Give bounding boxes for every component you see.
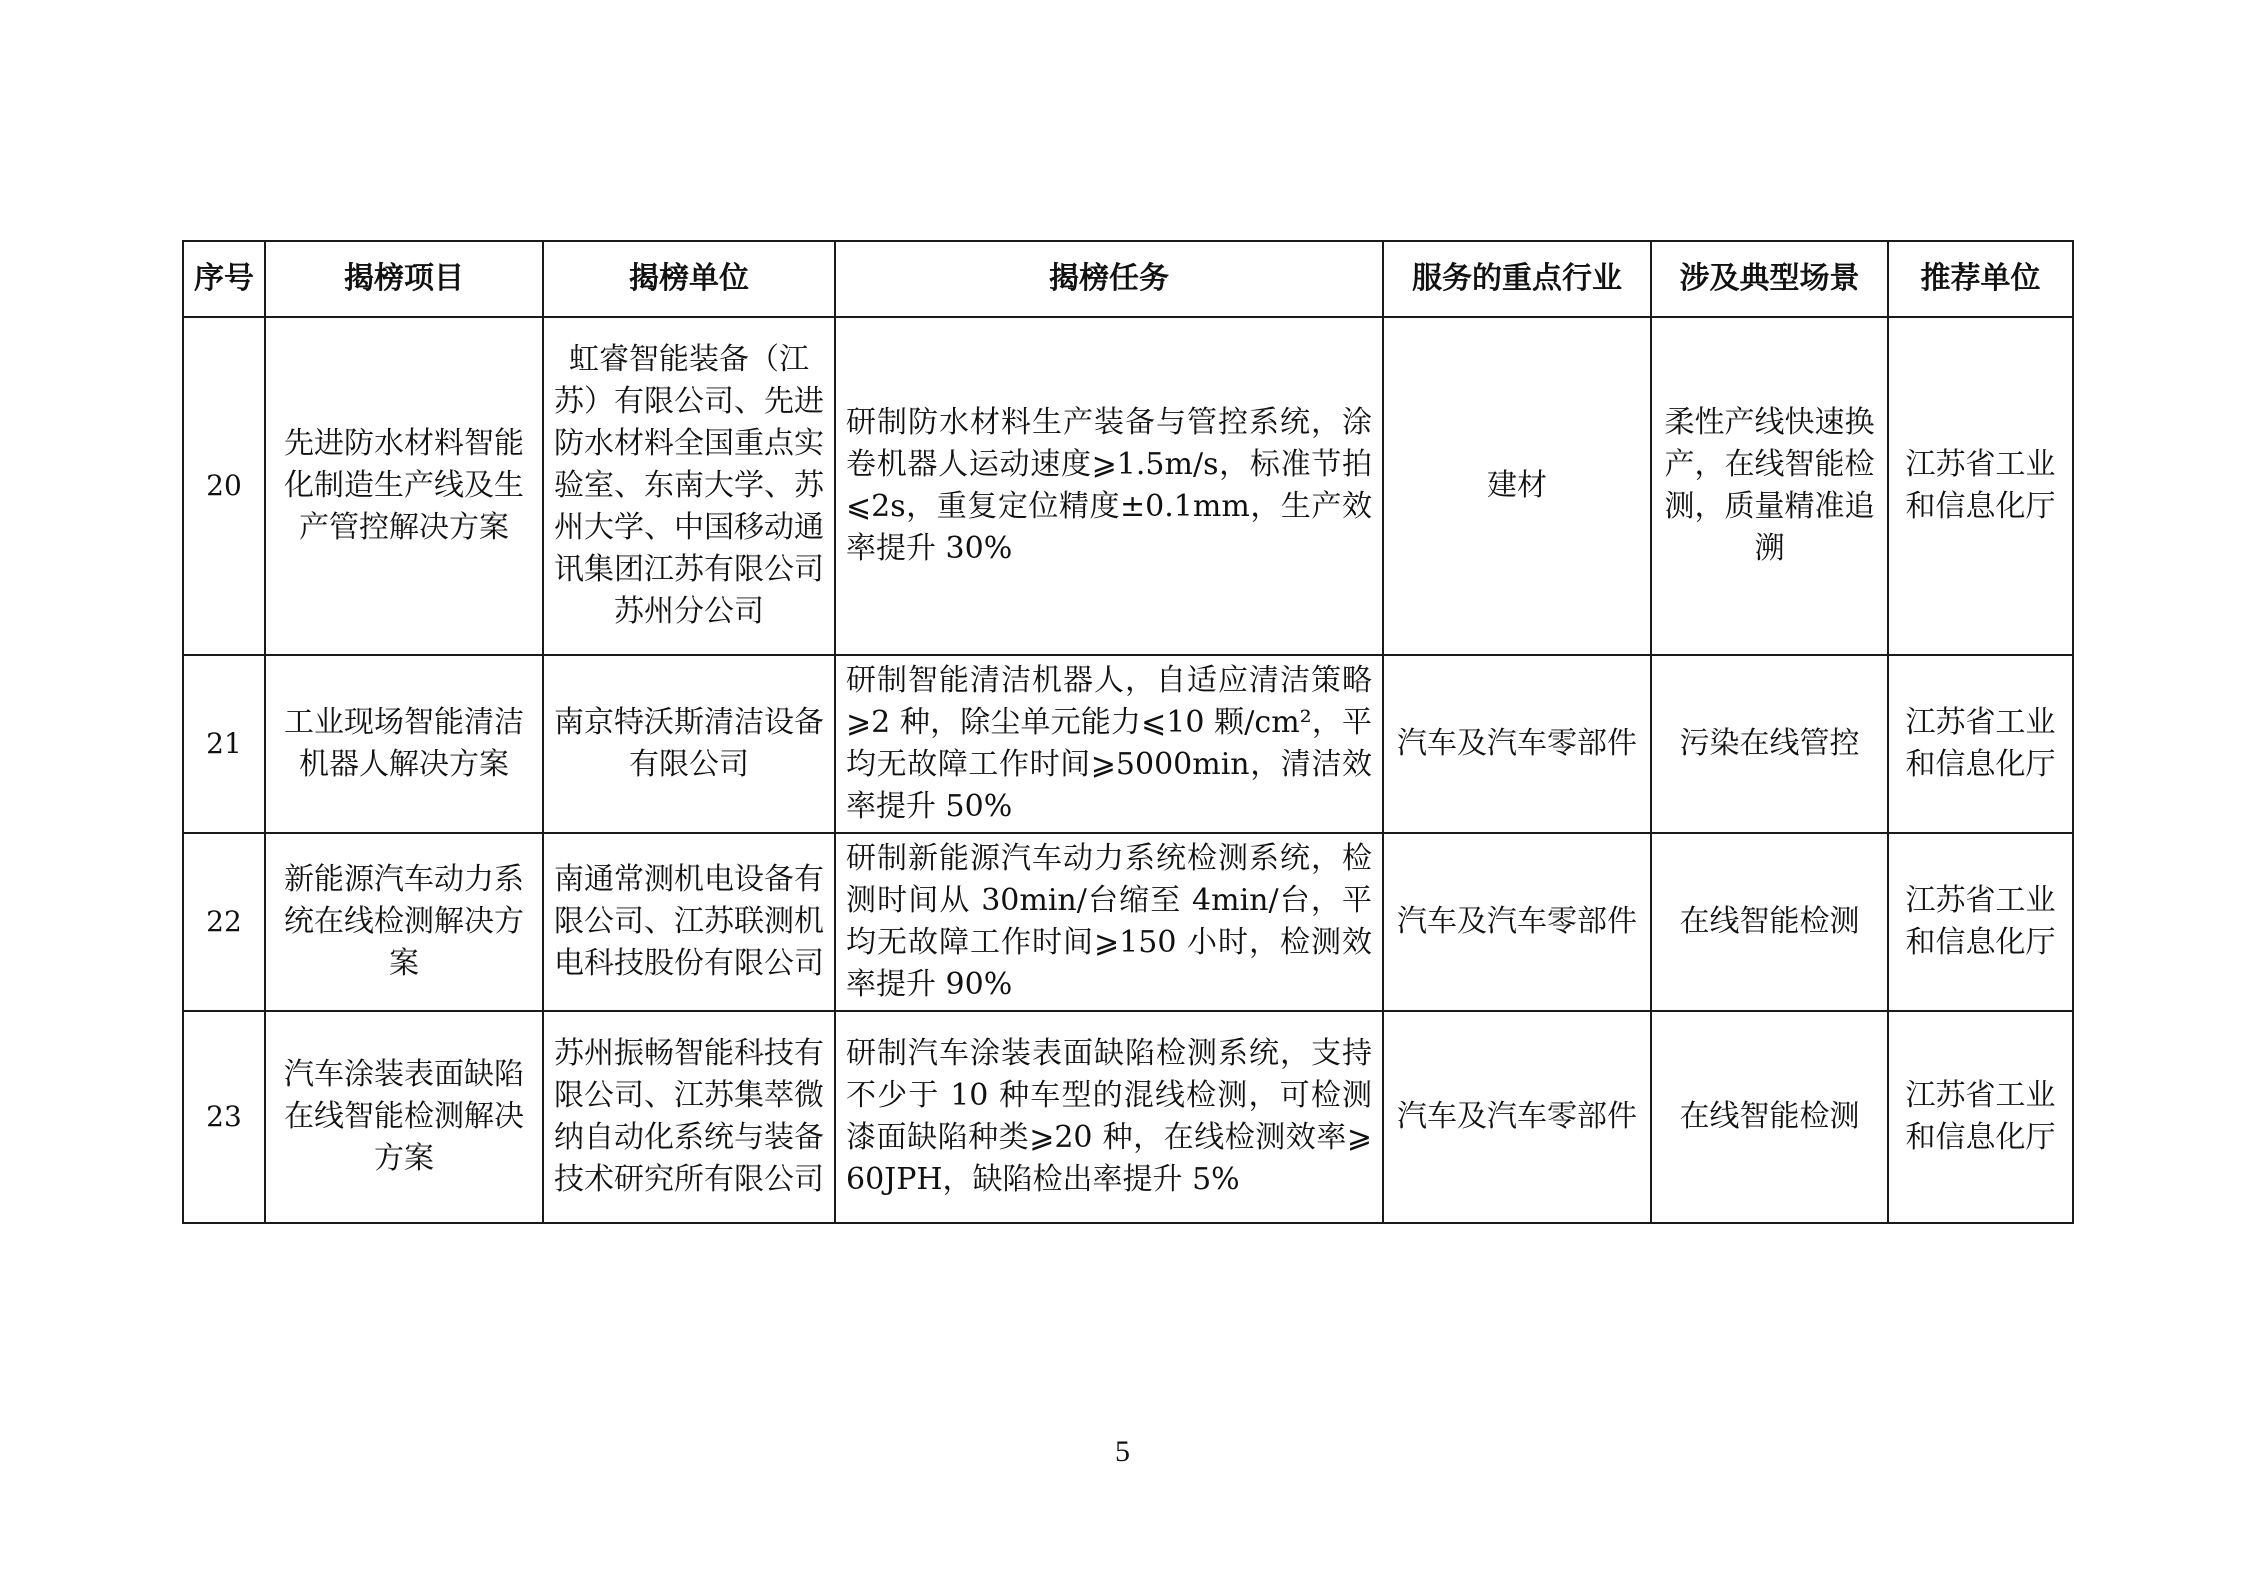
page-number: 5 xyxy=(1115,1435,1130,1468)
row-unit: 南通常测机电设备有限公司、江苏联测机电科技股份有限公司 xyxy=(543,833,835,1011)
table-row xyxy=(183,317,2073,655)
header-recommender: 推荐单位 xyxy=(1888,241,2073,317)
row-recommender: 江苏省工业和信息化厅 xyxy=(1888,1011,2073,1223)
row-seq: 21 xyxy=(183,655,265,833)
row-task: 研制防水材料生产装备与管控系统，涂卷机器人运动速度⩾1.5m/s，标准节拍⩽2s，重复定位精度±0.1mm，生产效率提升 30% xyxy=(835,317,1383,655)
row-industry: 建材 xyxy=(1383,317,1651,655)
table-header-row xyxy=(183,241,2073,317)
header-seq: 序号 xyxy=(183,241,265,317)
row-unit: 虹睿智能装备（江苏）有限公司、先进防水材料全国重点实验室、东南大学、苏州大学、中国移动通讯集团江苏有限公司苏州分公司 xyxy=(543,317,835,655)
row-recommender: 江苏省工业和信息化厅 xyxy=(1888,833,2073,1011)
row-scene: 在线智能检测 xyxy=(1651,833,1888,1011)
table-row xyxy=(183,1011,2073,1223)
row-task: 研制智能清洁机器人，自适应清洁策略⩾2 种，除尘单元能力⩽10 颗/cm²，平均无故障工作时间⩾5000min，清洁效率提升 50% xyxy=(835,655,1383,833)
row-unit: 南京特沃斯清洁设备有限公司 xyxy=(543,655,835,833)
row-task: 研制汽车涂装表面缺陷检测系统，支持不少于 10 种车型的混线检测，可检测漆面缺陷种类⩾20 种，在线检测效率⩾60JPH，缺陷检出率提升 5% xyxy=(835,1011,1383,1223)
row-project: 新能源汽车动力系统在线检测解决方案 xyxy=(265,833,543,1011)
row-industry: 汽车及汽车零部件 xyxy=(1383,1011,1651,1223)
row-industry: 汽车及汽车零部件 xyxy=(1383,655,1651,833)
row-scene: 在线智能检测 xyxy=(1651,1011,1888,1223)
row-project: 汽车涂装表面缺陷在线智能检测解决方案 xyxy=(265,1011,543,1223)
header-project: 揭榜项目 xyxy=(265,241,543,317)
project-table-container xyxy=(182,240,2072,1224)
header-industry: 服务的重点行业 xyxy=(1383,241,1651,317)
row-seq: 22 xyxy=(183,833,265,1011)
row-recommender: 江苏省工业和信息化厅 xyxy=(1888,655,2073,833)
header-task: 揭榜任务 xyxy=(835,241,1383,317)
row-seq: 23 xyxy=(183,1011,265,1223)
row-project: 先进防水材料智能化制造生产线及生产管控解决方案 xyxy=(265,317,543,655)
project-table xyxy=(182,240,2074,1224)
row-task: 研制新能源汽车动力系统检测系统，检测时间从 30min/台缩至 4min/台，平均无故障工作时间⩾150 小时，检测效率提升 90% xyxy=(835,833,1383,1011)
row-scene: 柔性产线快速换产，在线智能检测，质量精准追溯 xyxy=(1651,317,1888,655)
row-unit: 苏州振畅智能科技有限公司、江苏集萃微纳自动化系统与装备技术研究所有限公司 xyxy=(543,1011,835,1223)
table-row xyxy=(183,655,2073,833)
header-unit: 揭榜单位 xyxy=(543,241,835,317)
table-row xyxy=(183,833,2073,1011)
header-scene: 涉及典型场景 xyxy=(1651,241,1888,317)
row-project: 工业现场智能清洁机器人解决方案 xyxy=(265,655,543,833)
row-recommender: 江苏省工业和信息化厅 xyxy=(1888,317,2073,655)
row-scene: 污染在线管控 xyxy=(1651,655,1888,833)
row-seq: 20 xyxy=(183,317,265,655)
row-industry: 汽车及汽车零部件 xyxy=(1383,833,1651,1011)
